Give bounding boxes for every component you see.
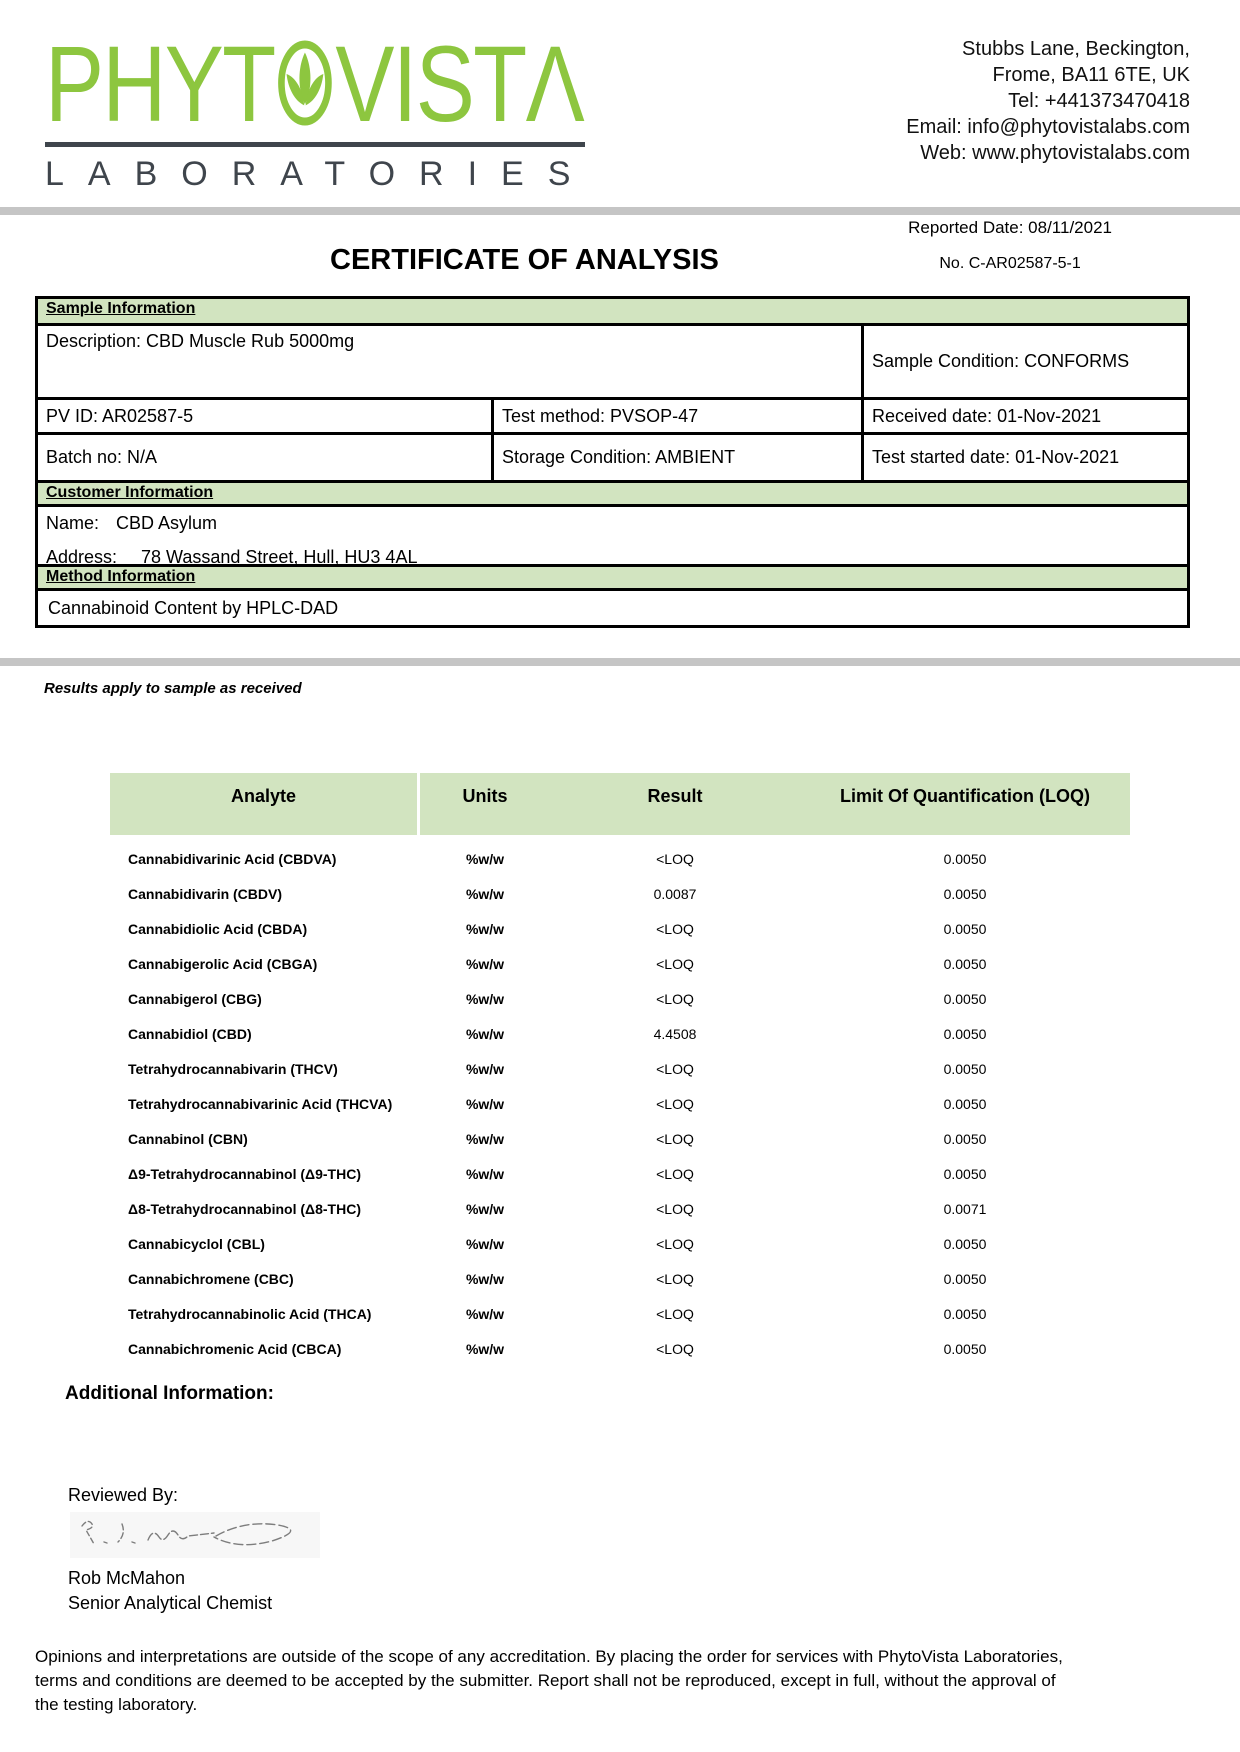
method-info-box [38,588,1187,625]
section-divider-bar [0,658,1240,666]
test-method: Test method: PVSOP-47 [491,400,861,432]
contact-email: Email: info@phytovistalabs.com [906,116,1190,138]
analyte-name: Cannabichromenic Acid (CBCA) [128,1340,342,1357]
analyte-units: %w/w [465,850,505,867]
column-header-analyte: Analyte [110,773,420,835]
info-table [35,296,1190,628]
reported-date: Reported Date: 08/11/2021 [908,218,1112,237]
analyte-result: <LOQ [656,955,694,972]
analyte-loq: 0.0050 [943,1165,987,1182]
analyte-result: <LOQ [656,1095,694,1112]
analyte-name: Cannabicyclol (CBL) [128,1235,265,1252]
analyte-name: Tetrahydrocannabivarinic Acid (THCVA) [128,1095,393,1112]
customer-name-value: CBD Asylum [116,513,218,533]
table-row [110,981,1130,1016]
contact-phone: Tel: +441373470418 [1008,90,1190,112]
analyte-loq: 0.0050 [943,955,987,972]
analyte-loq: 0.0050 [943,1305,987,1322]
column-header-result: Result [647,786,703,806]
column-header-loq: Limit Of Quantification (LOQ) [840,786,1090,806]
analyte-result: <LOQ [656,990,694,1007]
storage-condition: Storage Condition: AMBIENT [491,435,861,480]
table-row [110,1121,1130,1156]
analyte-loq: 0.0050 [943,920,987,937]
additional-information-label: Additional Information: [65,1383,274,1404]
analyte-units: %w/w [465,1025,505,1042]
analyte-loq: 0.0050 [943,850,987,867]
reviewer-name: Rob McMahon [68,1568,186,1588]
analyte-units: %w/w [465,1305,505,1322]
analyte-name: Cannabidivarinic Acid (CBDVA) [128,850,337,867]
analyte-name: Δ8-Tetrahydrocannabinol (Δ8-THC) [128,1200,361,1217]
section-header-method-information: Method Information [38,564,1187,588]
logo-text-suffix: VIST [335,23,526,144]
analyte-result: 4.4508 [653,1025,697,1042]
lab-contact-block [906,36,1190,166]
analyte-units: %w/w [465,955,505,972]
table-row [110,1051,1130,1086]
batch-no: Batch no: N/A [46,447,158,467]
page-title: CERTIFICATE OF ANALYSIS [330,244,719,276]
table-row [110,841,1130,876]
analyte-name: Cannabidivarin (CBDV) [128,885,283,902]
table-row [110,1086,1130,1121]
analyte-name: Cannabidiolic Acid (CBDA) [128,920,308,937]
footer-line-2: terms and conditions are deemed to be accepted by the submitter. Report shall not be reproduced, except in full, without the approval of [35,1671,1056,1690]
contact-address-line-1: Stubbs Lane, Beckington, [962,38,1190,60]
header-divider-bar [0,207,1240,215]
analyte-result: <LOQ [656,1270,694,1287]
logo-text-last: Λ [525,23,584,144]
method-name: Cannabinoid Content by HPLC-DAD [48,598,339,618]
analyte-loq: 0.0050 [943,1060,987,1077]
analyte-name: Cannabichromene (CBC) [128,1270,294,1287]
table-row [110,1016,1130,1051]
footer-disclaimer [35,1645,1195,1717]
analyte-name: Cannabinol (CBN) [128,1130,248,1147]
report-meta [908,218,1112,274]
leaf-icon [276,40,333,126]
review-block [68,1485,320,1616]
column-header-units: Units [462,786,508,806]
logo-subtitle: LABORATORIES [45,155,595,193]
section-header-customer-information: Customer Information [38,480,1187,504]
table-row [110,1191,1130,1226]
sample-ids-row [38,397,1187,432]
analyte-result: <LOQ [656,1340,694,1357]
analyte-result: <LOQ [656,920,694,937]
analyte-loq: 0.0050 [943,1130,987,1147]
customer-address-value: 78 Wassand Street, Hull, HU3 4AL [141,547,418,567]
results-table [110,773,1130,1366]
analyte-name: Cannabigerol (CBG) [128,990,262,1007]
footer-line-3: the testing laboratory. [35,1695,198,1714]
contact-address-line-2: Frome, BA11 6TE, UK [992,64,1190,86]
analyte-loq: 0.0050 [943,1270,987,1287]
results-table-header [110,773,1130,835]
analyte-units: %w/w [465,990,505,1007]
customer-name-line [46,513,1179,534]
analyte-loq: 0.0050 [943,1340,987,1357]
analyte-loq: 0.0050 [943,990,987,1007]
analyte-result: <LOQ [656,850,694,867]
analyte-name: Tetrahydrocannabivarin (THCV) [128,1060,338,1077]
analyte-result: <LOQ [656,1060,694,1077]
results-rows [110,841,1130,1366]
reviewer-title: Senior Analytical Chemist [68,1593,273,1613]
pv-id: PV ID: AR02587-5 [46,405,194,426]
analyte-result: <LOQ [656,1130,694,1147]
table-row [110,1226,1130,1261]
table-row [110,1261,1130,1296]
analyte-name: Δ9-Tetrahydrocannabinol (Δ9-THC) [128,1165,361,1182]
analyte-result: <LOQ [656,1235,694,1252]
analyte-name: Cannabidiol (CBD) [128,1025,252,1042]
table-row [110,1331,1130,1366]
logo-wordmark [45,23,584,144]
analyte-loq: 0.0050 [943,1025,987,1042]
table-row [110,1296,1130,1331]
analyte-units: %w/w [465,1235,505,1252]
customer-address-label: Address: [46,547,118,567]
analyte-result: <LOQ [656,1165,694,1182]
section-header-sample-information: Sample Information [38,299,1187,323]
analyte-result: <LOQ [656,1305,694,1322]
phytovista-logo [45,23,595,194]
sample-description-row [38,323,1187,397]
signature-icon [70,1512,320,1558]
sample-condition: Sample Condition: CONFORMS [861,326,1187,397]
table-row [110,911,1130,946]
analyte-units: %w/w [465,920,505,937]
analyte-result: <LOQ [656,1200,694,1217]
received-date: Received date: 01-Nov-2021 [861,400,1187,432]
analyte-name: Tetrahydrocannabinolic Acid (THCA) [128,1305,372,1322]
sample-description: Description: CBD Muscle Rub 5000mg [46,331,355,351]
contact-web: Web: www.phytovistalabs.com [920,142,1190,164]
analyte-loq: 0.0050 [943,1095,987,1112]
test-started-date: Test started date: 01-Nov-2021 [861,435,1187,480]
customer-name-label: Name: [46,513,100,533]
footer-line-1: Opinions and interpretations are outside of the scope of any accreditation. By placing the order for services with PhytoVista Laboratories, [35,1647,1063,1666]
analyte-units: %w/w [465,1095,505,1112]
results-note: Results apply to sample as received [44,680,302,697]
analyte-loq: 0.0050 [943,885,987,902]
table-row [110,876,1130,911]
analyte-units: %w/w [465,1340,505,1357]
analyte-units: %w/w [465,1060,505,1077]
analyte-loq: 0.0071 [943,1200,987,1217]
sample-batch-row [38,432,1187,480]
analyte-loq: 0.0050 [943,1235,987,1252]
reviewed-by-label: Reviewed By: [68,1485,179,1505]
analyte-units: %w/w [465,1130,505,1147]
table-row [110,1156,1130,1191]
analyte-result: 0.0087 [653,885,697,902]
analyte-units: %w/w [465,885,505,902]
analyte-units: %w/w [465,1270,505,1287]
customer-info-box [38,504,1187,567]
analyte-name: Cannabigerolic Acid (CBGA) [128,955,318,972]
report-number: No. C-AR02587-5-1 [939,255,1081,272]
analyte-units: %w/w [465,1200,505,1217]
logo-text-prefix: PHYT [45,23,275,144]
table-row [110,946,1130,981]
analyte-units: %w/w [465,1165,505,1182]
